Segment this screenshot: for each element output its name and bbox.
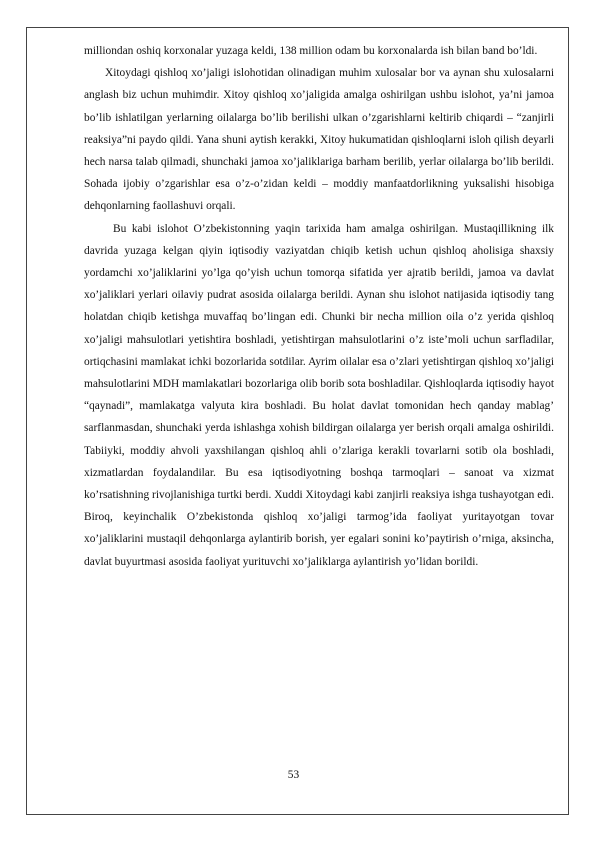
paragraph-continuation: milliondan oshiq korxonalar yuzaga keldi, 138 million odam bu korxonalarda ish bilan band bo’ldi. bbox=[84, 45, 538, 57]
paragraph-uzbekistan-reform: Bu kabi islohot O’zbekistonning yaqin tarixida ham amalga oshirilgan. Mustaqillikning ilk davrida yuzaga kelgan qiyin iqtisodiy vaziyatdan chiqib ketish uchun qishloq aholisiga shaxsiy yordamchi xo’jaliklarini yo’lga qo’yish uchun tomorqa sifatida yer ajratib berildi, jamoa va davlat xo’jaliklari yerlari oilaviy pudrat asosida oilalarga berildi. Aynan shu islohot natijasida iqtisodiy tang holatdan chiqib ketishga muvaffaq bo’lingan edi. Chunki bir necha million oila o’z yerida qishloq xo’jaligi mahsulotlari yetishtira boshladi, yetishtirgan mahsulotlarini o’z iste’moli uchun sarfladilar, ortiqchasini mamlakat ichki bozorlarida sotdilar. Ayrim oilalar esa o’zlari yetishtirgan qishloq xo’jaligi mahsulotlarini MDH mamlakatlari bozorlariga olib borib sota boshladilar. Qishloqlarda iqtisodiy hayot “qaynadi”, mamlakatga valyuta kira boshladi. Bu holat davlat tomonidan hech qanday mablag’ sarflanmasdan, shunchaki yerda ishlashga xohish bildirgan oilalarga yer berish orqali amalga oshirildi. Tabiiyki, moddiy ahvoli yaxshilangan qishloq ahli o’zlariga kerakli tovarlarni sotib ola boshladi, xizmatlardan foydalandilar. Bu esa iqtisodiyotning boshqa tarmoqlari – sanoat va xizmat ko’rsatishning rivojlanishiga turtki berdi. Xuddi Xitoydagi kabi zanjirli reaksiya ishga tushayotgan edi. Biroq, keyinchalik O’zbekistonda qishloq xo’jaligi tarmog’ida faoliyat yuritayotgan tovar xo’jaliklarini mustaqil dehqonlarga aylantirib borish, yer egalari sonini ko’paytirish o’rniga, aksincha, davlat buyurtmasi asosida faoliyat yurituvchi xo’jaliklarga aylantirish yo’lidan borildi. bbox=[84, 222, 554, 568]
page-number: 53 bbox=[287, 769, 300, 781]
document-body bbox=[84, 40, 554, 573]
paragraph-china-reform: Xitoydagi qishloq xo’jaligi islohotidan olinadigan muhim xulosalar bor va aynan shu xulosalarni anglash biz uchun muhimdir. Xitoy qishloq xo’jaligida amalga oshirilgan ushbu islohot, ya’ni jamoa bo’lib ishlatilgan yerlarning oilalarga bo’lib berilishi ulkan o’zgarishlarni keltirib chiqardi – “zanjirli reaksiya”ni paydo qildi. Yana shuni aytish kerakki, Xitoy hukumatidan qishloqlarni isloh qilish deyarli hech narsa talab qilmadi, shunchaki jamoa xo’jaliklariga barham berilib, yerlar oilalarga bo’lib berildi. Sohada ijobiy o’zgarishlar esa o’z-o’zidan keldi – moddiy manfaatdorlikning yuksalishi hisobiga dehqonlarning faollashuvi orqali. bbox=[84, 67, 554, 213]
